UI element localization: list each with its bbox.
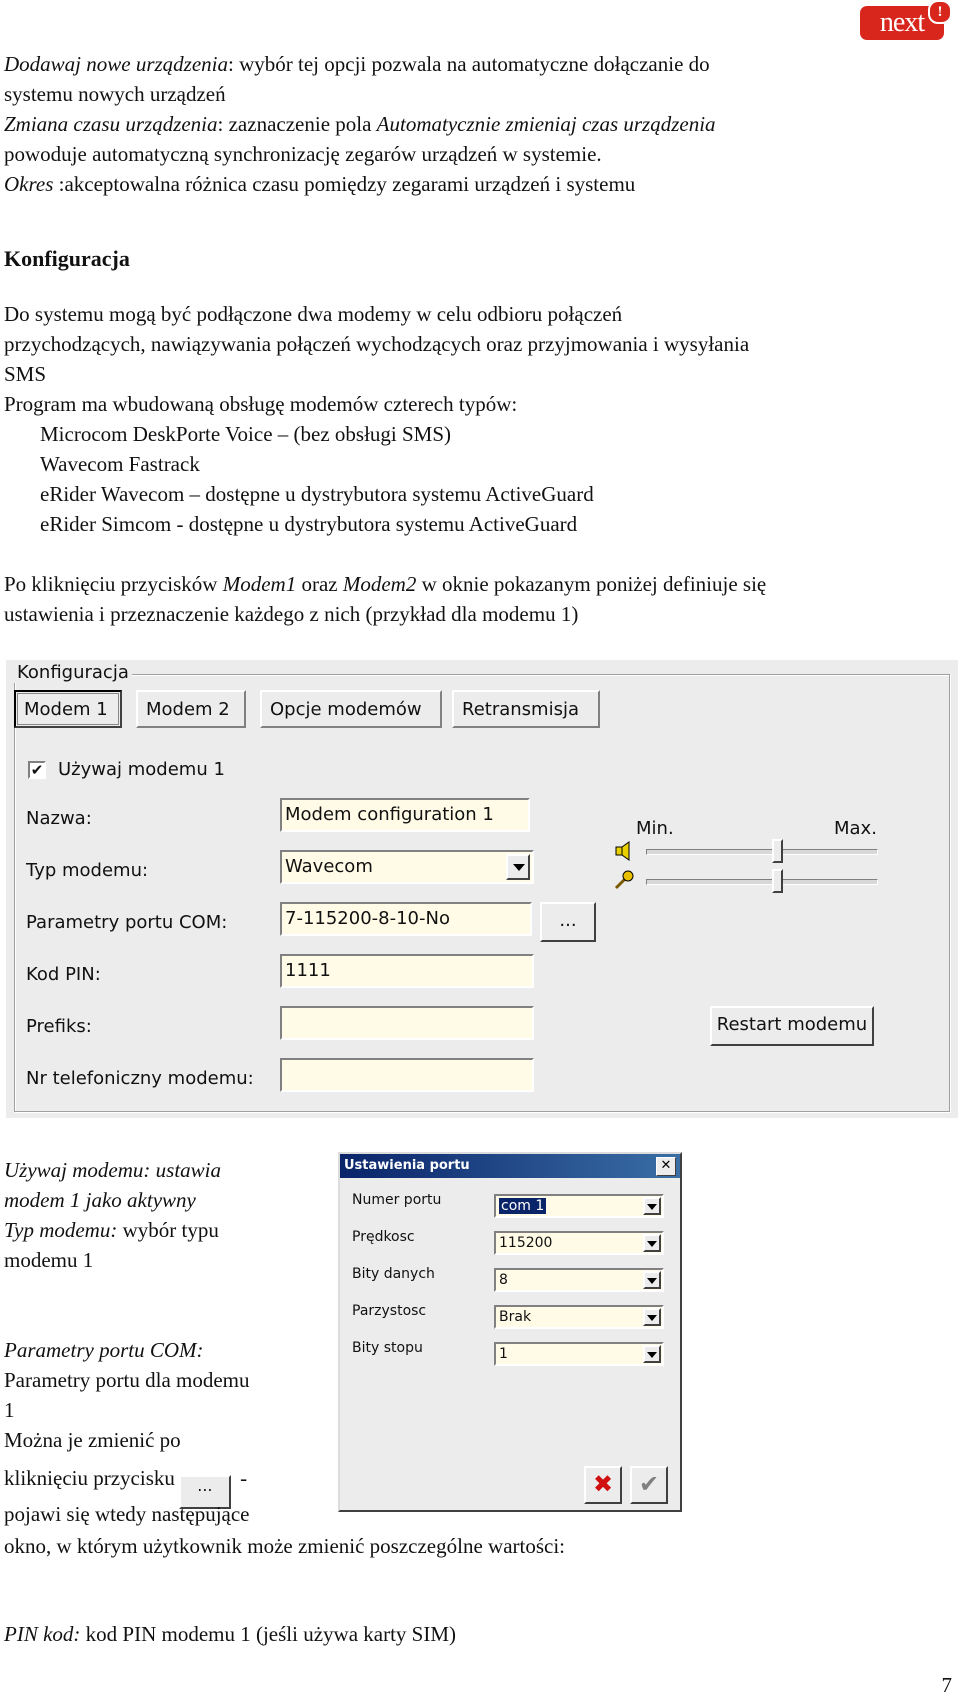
dialog-title: Ustawienia portu (344, 1158, 470, 1173)
parity-label: Parzystosc (352, 1303, 427, 1319)
port-number-value: com 1 (501, 1198, 545, 1214)
phone-input[interactable] (280, 1058, 534, 1092)
stop-bits-select[interactable] (494, 1342, 664, 1366)
data-bits-label: Bity danych (352, 1266, 435, 1282)
port-number-label: Numer portu (352, 1192, 442, 1208)
stop-bits-value: 1 (499, 1346, 508, 1362)
inline-browse-button: ... (179, 1475, 231, 1509)
cancel-icon: ✖ (592, 1470, 614, 1498)
microphone-icon (612, 868, 636, 892)
microphone-volume-track[interactable] (646, 879, 878, 885)
side-modem-type: Typ modemu: wybór typu (4, 1218, 219, 1242)
modem-type-item: eRider Simcom - dostępne u dystrybutora systemu ActiveGuard (40, 512, 578, 536)
intro-line-3: SMS (4, 362, 47, 386)
name-input[interactable]: Modem configuration 1 (280, 798, 530, 832)
prefix-input[interactable] (280, 1006, 534, 1040)
ok-button[interactable] (630, 1466, 668, 1504)
pin-note: PIN kod: kod PIN modemu 1 (jeśli używa karty SIM) (4, 1622, 457, 1646)
next-logo (860, 6, 944, 40)
side-use-modem: Używaj modemu: ustawia (4, 1158, 221, 1182)
side-com-params-l6: pojawi się wtedy następujące (4, 1502, 250, 1526)
side-com-params-l5: kliknięciu przycisku ... - (4, 1464, 247, 1509)
speaker-volume-slider[interactable] (772, 839, 783, 863)
paragraph-time-change-cont: powoduje automatyczną synchronizację zegarów urządzeń w systemie. (4, 142, 602, 166)
logo-exclamation-icon: ! (928, 0, 952, 24)
pin-label: Kod PIN: (26, 964, 101, 985)
port-settings-dialog (338, 1152, 682, 1512)
max-label: Max. (834, 818, 877, 839)
paragraph-add-devices: Dodawaj nowe urządzenia: wybór tej opcji pozwala na automatyczne dołączanie do (4, 52, 710, 76)
pin-input[interactable]: 1111 (280, 954, 534, 988)
side-com-params: Parametry portu COM: (4, 1338, 204, 1362)
side-modem-type-cont: modemu 1 (4, 1248, 94, 1272)
min-label: Min. (636, 818, 674, 839)
logo-text: next (879, 7, 925, 38)
parity-select[interactable] (494, 1305, 664, 1329)
modem-type-item: Wavecom Fastrack (40, 452, 200, 476)
intro-line-4: Program ma wbudowaną obsługę modemów czterech typów: (4, 392, 518, 416)
data-bits-select[interactable] (494, 1268, 664, 1292)
tab-retransmission[interactable]: Retransmisja (452, 690, 600, 728)
phone-label: Nr telefoniczny modemu: (26, 1068, 254, 1089)
name-label: Nazwa: (26, 808, 92, 829)
modem-type-label: Typ modemu: (26, 860, 149, 881)
baud-rate-value: 115200 (499, 1235, 553, 1251)
paragraph-add-devices-cont: systemu nowych urządzeń (4, 82, 226, 106)
restart-modem-button[interactable]: Restart modemu (710, 1006, 874, 1046)
side-com-params-l4: Można je zmienić po (4, 1428, 181, 1452)
dropdown-arrow-icon[interactable] (643, 1234, 661, 1252)
dropdown-arrow-icon[interactable] (643, 1308, 661, 1326)
com-params-browse-button[interactable]: ... (540, 902, 596, 942)
data-bits-value: 8 (499, 1272, 508, 1288)
modem-config-panel (6, 660, 958, 1118)
dropdown-arrow-icon[interactable] (643, 1271, 661, 1289)
side-use-modem-cont: modem 1 jako aktywny (4, 1188, 196, 1212)
com-params-label: Parametry portu COM: (26, 912, 228, 933)
checkmark-icon: ✔ (638, 1470, 660, 1498)
microphone-volume-slider[interactable] (772, 869, 783, 893)
intro-line-1: Do systemu mogą być podłączone dwa modemy w celu odbioru połączeń (4, 302, 623, 326)
dropdown-arrow-icon[interactable] (643, 1197, 661, 1215)
checkmark-icon: ✔ (30, 761, 44, 779)
after-paragraph: Po kliknięciu przycisków Modem1 oraz Modem2 w oknie pokazanym poniżej definiuje się (4, 572, 767, 596)
intro-line-2: przychodzących, nawiązywania połączeń wychodzących oraz przyjmowania i wysyłania (4, 332, 750, 356)
tab-modem-1[interactable]: Modem 1 (14, 690, 122, 728)
cancel-button[interactable] (584, 1466, 622, 1504)
dropdown-arrow-icon[interactable] (643, 1345, 661, 1363)
tab-modem-options[interactable]: Opcje modemów (260, 690, 442, 728)
config-groupbox (14, 674, 950, 1112)
dropdown-arrow-icon[interactable] (506, 854, 530, 880)
side-com-params-l7: okno, w którym użytkownik może zmienić poszczególne wartości: (4, 1534, 566, 1558)
use-modem-label: Używaj modemu 1 (58, 759, 225, 780)
baud-rate-label: Prędkosc (352, 1229, 415, 1245)
section-heading: Konfiguracja (4, 246, 130, 271)
speaker-icon (614, 840, 636, 862)
groupbox-title: Konfiguracja (14, 662, 132, 683)
after-paragraph-cont: ustawienia i przeznaczenie każdego z nich (przykład dla modemu 1) (4, 602, 579, 626)
modem-type-value: Wavecom (285, 856, 373, 877)
dialog-titlebar (340, 1154, 680, 1178)
baud-rate-select[interactable] (494, 1231, 664, 1255)
paragraph-time-change: Zmiana czasu urządzenia: zaznaczenie pola Automatycznie zmieniaj czas urządzenia (4, 112, 716, 136)
com-params-input[interactable]: 7-115200-8-10-No (280, 902, 532, 936)
side-com-params-l3: 1 (4, 1398, 15, 1422)
use-modem-checkbox[interactable] (28, 761, 46, 779)
parity-value: Brak (499, 1309, 532, 1325)
tab-modem-2[interactable]: Modem 2 (136, 690, 246, 728)
modem-type-item: Microcom DeskPorte Voice – (bez obsługi SMS) (40, 422, 452, 446)
modem-type-item: eRider Wavecom – dostępne u dystrybutora systemu ActiveGuard (40, 482, 594, 506)
close-icon[interactable]: ✕ (656, 1157, 676, 1176)
page-number: 7 (941, 1673, 952, 1697)
port-number-select[interactable] (494, 1194, 664, 1218)
modem-type-select[interactable] (280, 850, 534, 884)
stop-bits-label: Bity stopu (352, 1340, 423, 1356)
paragraph-period: Okres :akceptowalna różnica czasu pomiędzy zegarami urządzeń i systemu (4, 172, 636, 196)
prefix-label: Prefiks: (26, 1016, 92, 1037)
side-com-params-l2: Parametry portu dla modemu (4, 1368, 250, 1392)
speaker-volume-track[interactable] (646, 849, 878, 855)
